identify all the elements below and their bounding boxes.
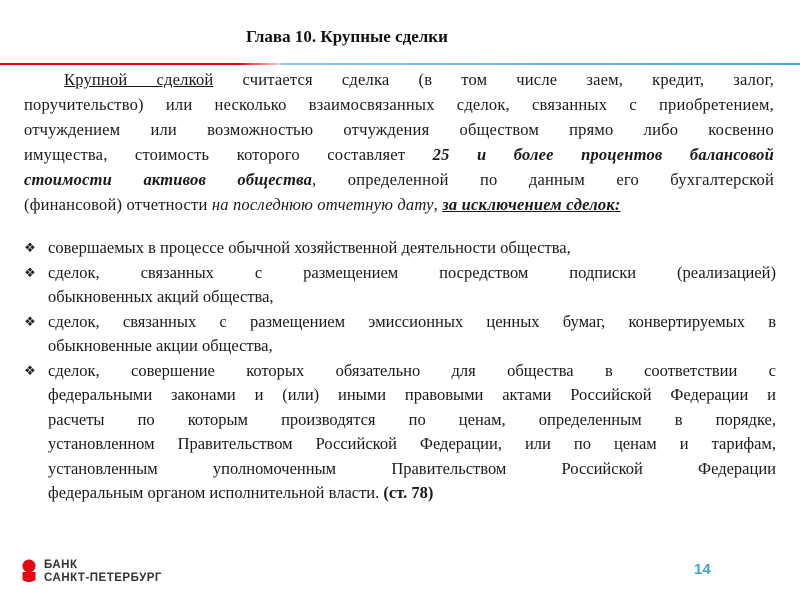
paragraph-line: имущества, стоимость которого составляет 25 и более процентов балансовой [24, 145, 774, 164]
reporting-date-emphasis: на последнюю отчетную дату [211, 195, 434, 214]
title-divider-red [0, 63, 280, 65]
paragraph-line: поручительство) или несколько взаимосвязанных сделок, связанных с приобретением, [24, 95, 774, 114]
paragraph-line: (финансовой) отчетности на последнюю отчетную дату, за исключением сделок: [24, 195, 621, 214]
paragraph-line: стоимости активов общества, определенной по данным его бухгалтерской [24, 170, 774, 189]
bank-logo-icon [21, 557, 37, 587]
paragraph-line: отчуждением или возможностью отчуждения обществом прямо либо косвенно [24, 120, 774, 139]
list-item: ❖ сделок, совершение которых обязательно для общества в соответствии с федеральными законами и (или) иными правовыми актами Российской Федерации и расчеты по которым производятся по ценам, определенным в порядке, установленном Правительством Российской Федерации, или по ценам и тарифам, установленным уполномоченным Правительством Российской Федерации федеральным органом исполнительной власти. (ст. 78) [20, 359, 776, 506]
threshold-emphasis: 25 и более процентов балансовой [432, 145, 774, 164]
paragraph-line: Крупной сделкой считается сделка (в том числе заем, кредит, залог, [64, 70, 775, 89]
list-item: ❖ сделок, связанных с размещением эмиссионных ценных бумаг, конвертируемых в обыкновенные акции общества, [20, 310, 776, 359]
list-item: ❖ сделок, связанных с размещением посредством подписки (реализацией) обыкновенных акций общества, [20, 261, 776, 310]
bank-logo [21, 557, 162, 587]
threshold-emphasis-cont: стоимости активов общества [24, 170, 313, 189]
title-divider-blue [280, 63, 800, 65]
diamond-bullet-icon: ❖ [24, 240, 36, 255]
definition-paragraph [24, 67, 774, 217]
diamond-bullet-icon: ❖ [24, 264, 36, 280]
diamond-bullet-icon: ❖ [24, 362, 36, 378]
article-reference: (ст. 78) [383, 483, 434, 502]
page-number: 14 [694, 561, 711, 578]
exceptions-heading: за исключением сделок: [442, 195, 621, 214]
list-item: ❖ совершаемых в процессе обычной хозяйственной деятельности общества, [20, 236, 776, 261]
page-title: Глава 10. Крупные сделки [246, 27, 448, 46]
exceptions-list [20, 236, 776, 506]
bank-logo-text: БАНК САНКТ-ПЕТЕРБУРГ [44, 559, 162, 584]
diamond-bullet-icon: ❖ [24, 313, 36, 329]
defined-term: Крупной сделкой [64, 70, 214, 89]
